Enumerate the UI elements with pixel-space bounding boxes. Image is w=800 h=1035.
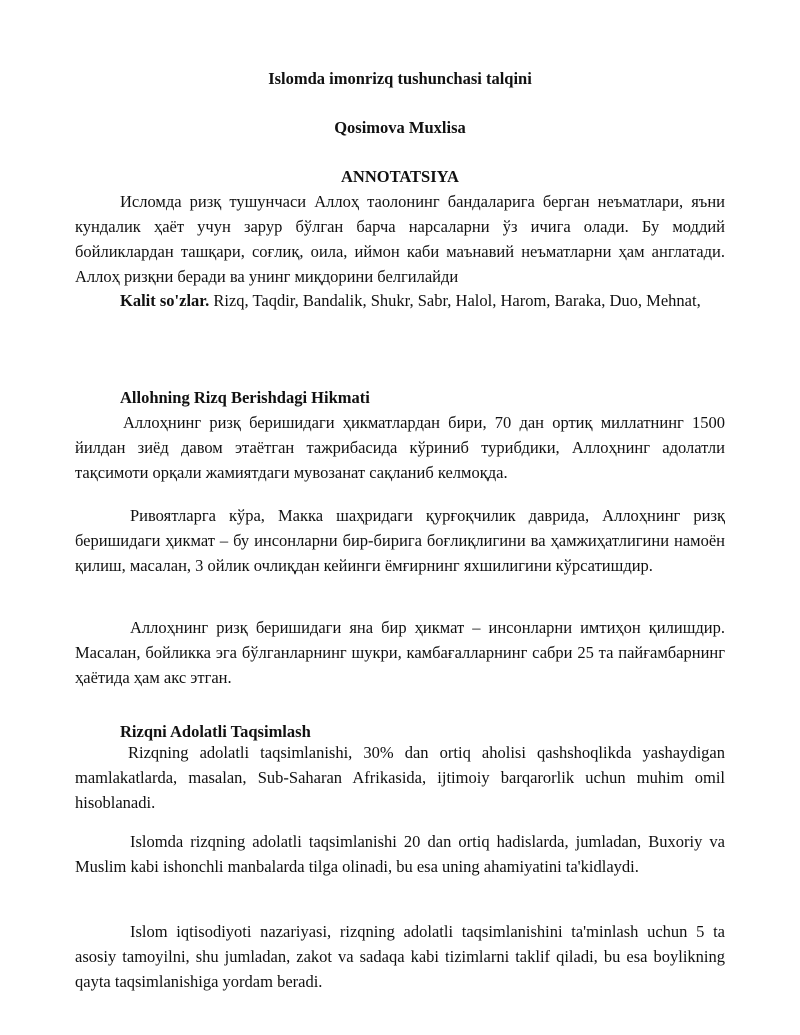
paragraph: Islom iqtisodiyoti nazariyasi, rizqning adolatli taqsimlanishini ta'minlash uchun 5 ta asosiy tamoyilni, shu jumladan, zakot va sadaqa kabi tizimlarni taklif qiladi, bu esa boylikning qayta taqsimlanishiga yordam beradi. [75, 922, 725, 991]
section-heading-taqsimlash: Rizqni Adolatli Taqsimlash [120, 722, 311, 741]
paragraph: Rizqning adolatli taqsimlanishi, 30% dan ortiq aholisi qashshoqlikda yashaydigan mamlakatlarda, masalan, Sub-Saharan Afrikasida, ijtimoiy barqarorlik uchun muhim omil hisoblanadi. [75, 743, 725, 812]
annotation-heading: ANNOTATSIYA [341, 167, 459, 186]
document-title: Islomda imonrizq tushunchasi talqini [268, 69, 532, 88]
paragraph: Ривоятларга кўра, Макка шаҳридаги қурғоқчилик даврида, Аллоҳнинг ризқ беришидаги ҳикмат – бу инсонларни бир-бирига боғлиқлигини ва ҳамжиҳатлигини намоён қилиш, масалан, 3 ойлик очлиқдан кейинги ёмғирнинг яхшилигини кўрсатишдир. [75, 506, 725, 575]
paragraph: Islomda rizqning adolatli taqsimlanishi 20 dan ortiq hadislarda, jumladan, Buxoriy va Muslim kabi ishonchli manbalarda tilga olinadi, bu esa uning ahamiyatini ta'kidlaydi. [75, 832, 725, 876]
author-name: Qosimova Muxlisa [334, 118, 466, 137]
keywords-label: Kalit so'zlar. [120, 291, 210, 310]
paragraph: Аллоҳнинг ризқ беришидаги яна бир ҳикмат – инсонларни имтиҳон қилишдир. Масалан, бойликка эга бўлганларнинг шукри, камбағалларнинг сабри 25 та пайғамбарнинг ҳаётида ҳам акс этган. [75, 618, 725, 687]
paragraph: Аллоҳнинг ризқ беришидаги ҳикматлардан бири, 70 дан ортиқ миллатнинг 1500 йилдан зиёд давом этаётган тажрибасида кўриниб турибдики, Аллоҳнинг адолатли тақсимоти орқали жамиятдаги мувозанат сақланиб келмоқда. [75, 413, 725, 482]
section-heading-hikmat: Allohning Rizq Berishdagi Hikmati [120, 388, 370, 407]
annotation-paragraph: Исломда ризқ тушунчаси Аллоҳ таолонинг бандаларига берган неъматлари, яъни кундалик ҳаёт учун зарур бўлган барча нарсаларни ўз ичига олади. Бу моддий бойликлардан ташқари, соғлиқ, оила, иймон каби маънавий неъматларни ҳам англатади. Аллоҳ ризқни беради ва унинг миқдорини белгилайди [75, 192, 725, 286]
keywords-text: Rizq, Taqdir, Bandalik, Shukr, Sabr, Halol, Harom, Baraka, Duo, Mehnat, [209, 291, 701, 310]
keywords-paragraph [75, 288, 725, 313]
